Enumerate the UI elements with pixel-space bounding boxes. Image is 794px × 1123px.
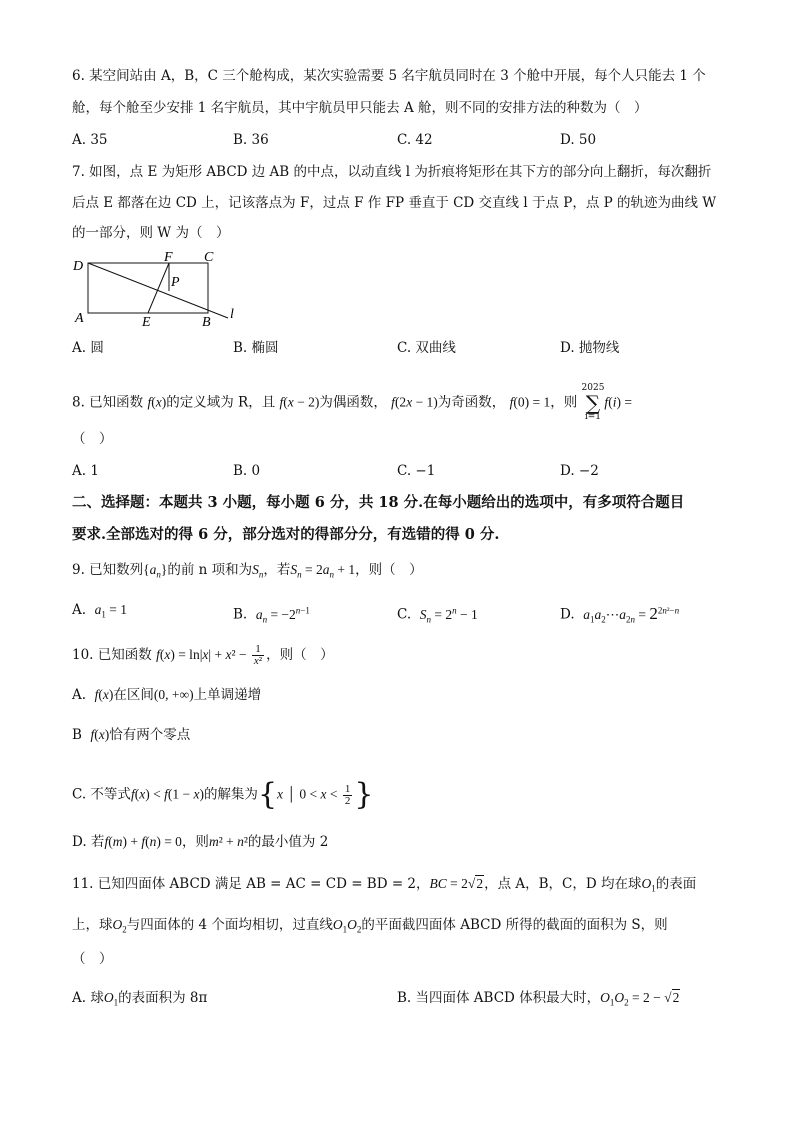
q7-figure: [70, 250, 250, 330]
q9-line1: 9. 已知数列$\{a_n\}$的前 n 项和为$S_n$，若$S_n = 2a_n + 1$，则（ ）: [72, 562, 423, 580]
label-e: E: [142, 315, 151, 330]
q8-option-d: D. −2: [560, 463, 599, 479]
q6-option-d: D. 50: [560, 132, 597, 148]
q11-option-a: A. 球$O_1$的表面积为 8π: [72, 990, 208, 1008]
q8-option-b: B. 0: [233, 463, 261, 479]
q11-paren: （ ）: [72, 951, 113, 967]
q8-paren: （ ）: [72, 431, 113, 447]
q6-line1: 6. 某空间站由 A，B，C 三个舱构成，某次实验需要 5 名宇航员同时在 3 个舱中开展，每个人只能去 1 个: [72, 68, 706, 84]
label-f: F: [164, 250, 173, 265]
q10-option-c: C. 不等式f(x) < f(1 − x)的解集为{x │ 0 < x < $\frac{1}{2}$ }: [72, 777, 374, 812]
q11-option-b: B. 当四面体 ABCD 体积最大时，$O_1O_2 = 2 - √2$: [397, 990, 680, 1008]
q6-option-b: B. 36: [233, 132, 269, 148]
q7-line3: 的一部分，则 W 为（ ）: [72, 225, 230, 241]
label-a: A: [75, 311, 84, 326]
q6-option-c: C. 42: [397, 132, 433, 148]
q8-option-c: C. −1: [397, 463, 436, 479]
summation-symbol: 2025 ∑ i=1: [581, 383, 605, 422]
q10-option-d: D. 若f(m) + f(n) = 0，则m² + n²的最小值为 2: [72, 834, 329, 850]
q6-option-a: A. 35: [72, 132, 108, 148]
q9-option-c: C. $S_n = 2^n - 1$: [397, 605, 478, 625]
fold-line-l: [88, 263, 228, 318]
q9-option-b: B. $a_n = -2^{n-1}$: [233, 605, 310, 625]
label-d: D: [73, 259, 84, 274]
q8-option-a: A. 1: [72, 463, 99, 479]
q10-option-b: B f(x)恰有两个零点: [72, 727, 191, 743]
q7-option-c: C. 双曲线: [397, 340, 456, 356]
q11-line2: 上，球$O_2$与四面体的 4 个面均相切，过直线$O_1O_2$的平面截四面体 ABCD 所得的截面的面积为 S，则: [72, 917, 668, 935]
q11-line1: 11. 已知四面体 ABCD 满足 AB = AC = CD = BD = 2，BC = 2√2，点 A，B，C，D 均在球$O_1$的表面: [72, 876, 697, 894]
q7-line2: 后点 E 都落在边 CD 上，记该落点为 F，过点 F 作 FP 垂直于 CD 交直线 l 于点 P，点 P 的轨迹为曲线 W: [72, 195, 717, 211]
label-l: l: [230, 307, 234, 322]
q6-line2: 舱，每个舱至少安排 1 名宇航员，其中宇航员甲只能去 A 舱，则不同的安排方法的种数为（ ）: [72, 100, 648, 116]
section-2-heading-line2: 要求.全部选对的得 6 分，部分选对的得部分分，有选错的得 0 分.: [72, 526, 500, 543]
q8-line1: 8. 已知函数 f(x)的定义域为 R，且 f(x − 2)为偶函数， f(2x − 1)为奇函数， f(0) = 1，则 2025 ∑ i=1f(i) =: [72, 383, 632, 422]
q7-line1: 7. 如图，点 E 为矩形 ABCD 边 AB 的中点，以动直线 l 为折痕将矩形在其下方的部分向上翻折，每次翻折: [72, 164, 712, 180]
q9-option-d: D. $a_1a_2\cdots a_{2n} = 2^{2n^2-n}$: [560, 603, 680, 625]
q10-option-a: A. f(x)在区间(0, +∞)上单调递增: [72, 687, 262, 703]
q7-option-b: B. 椭圆: [233, 340, 279, 356]
q10-line1: 10. 已知函数 f(x) = ln|x| + x² − $\frac{1}{\text{x²}}$ ，则（ ）: [72, 643, 334, 667]
q7-option-d: D. 抛物线: [560, 340, 620, 356]
section-2-heading-line1: 二、选择题：本题共 3 小题，每小题 6 分，共 18 分.在每小题给出的选项中，有多项符合题目: [72, 494, 685, 511]
q7-option-a: A. 圆: [72, 340, 104, 356]
label-b: B: [202, 315, 211, 330]
label-c: C: [204, 250, 214, 265]
q9-option-a: A. $a_1 = 1$: [72, 602, 128, 620]
label-p: P: [171, 275, 180, 290]
